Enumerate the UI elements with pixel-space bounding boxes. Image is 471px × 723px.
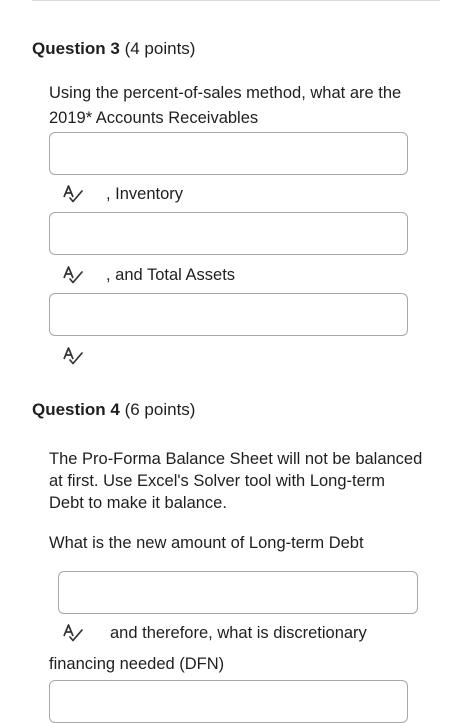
question-4-title xyxy=(32,399,195,421)
question-4-paragraph-line-3: Debt to make it balance. xyxy=(49,494,227,512)
inventory-label: , Inventory xyxy=(106,185,184,203)
total-assets-label: , and Total Assets xyxy=(106,266,236,284)
accounts-receivable-answer-field[interactable] xyxy=(49,132,408,175)
dfn-answer-field[interactable] xyxy=(49,680,408,723)
dfn-label-line-2: financing needed (DFN) xyxy=(49,655,225,673)
question-3-prompt xyxy=(49,81,449,131)
question-3-title xyxy=(32,38,195,60)
question-3-points: (4 points) xyxy=(124,39,196,58)
question-3-prompt-line-2: 2019* Accounts Receivables xyxy=(49,109,259,127)
spellcheck-icon[interactable] xyxy=(62,346,84,366)
long-term-debt-question: What is the new amount of Long-term Debt xyxy=(49,534,364,552)
top-divider xyxy=(32,0,440,1)
spellcheck-icon[interactable] xyxy=(62,265,84,285)
dfn-label-line-1: and therefore, what is discretionary xyxy=(110,624,367,642)
question-4-paragraph-line-1: The Pro-Forma Balance Sheet will not be balanced xyxy=(49,450,423,468)
question-4-paragraph-line-2: at first. Use Excel's Solver tool with Long-term xyxy=(49,472,386,490)
question-4-paragraph xyxy=(49,448,449,514)
question-3-label: Question 3 xyxy=(32,39,120,58)
total-assets-answer-field[interactable] xyxy=(49,293,408,336)
question-4-label: Question 4 xyxy=(32,400,120,419)
spellcheck-icon[interactable] xyxy=(62,623,84,643)
spellcheck-icon[interactable] xyxy=(62,184,84,204)
question-4-points: (6 points) xyxy=(124,400,196,419)
inventory-answer-field[interactable] xyxy=(49,212,408,255)
question-3-prompt-line-1: Using the percent-of-sales method, what are the xyxy=(49,84,402,102)
long-term-debt-answer-field[interactable] xyxy=(58,571,418,614)
